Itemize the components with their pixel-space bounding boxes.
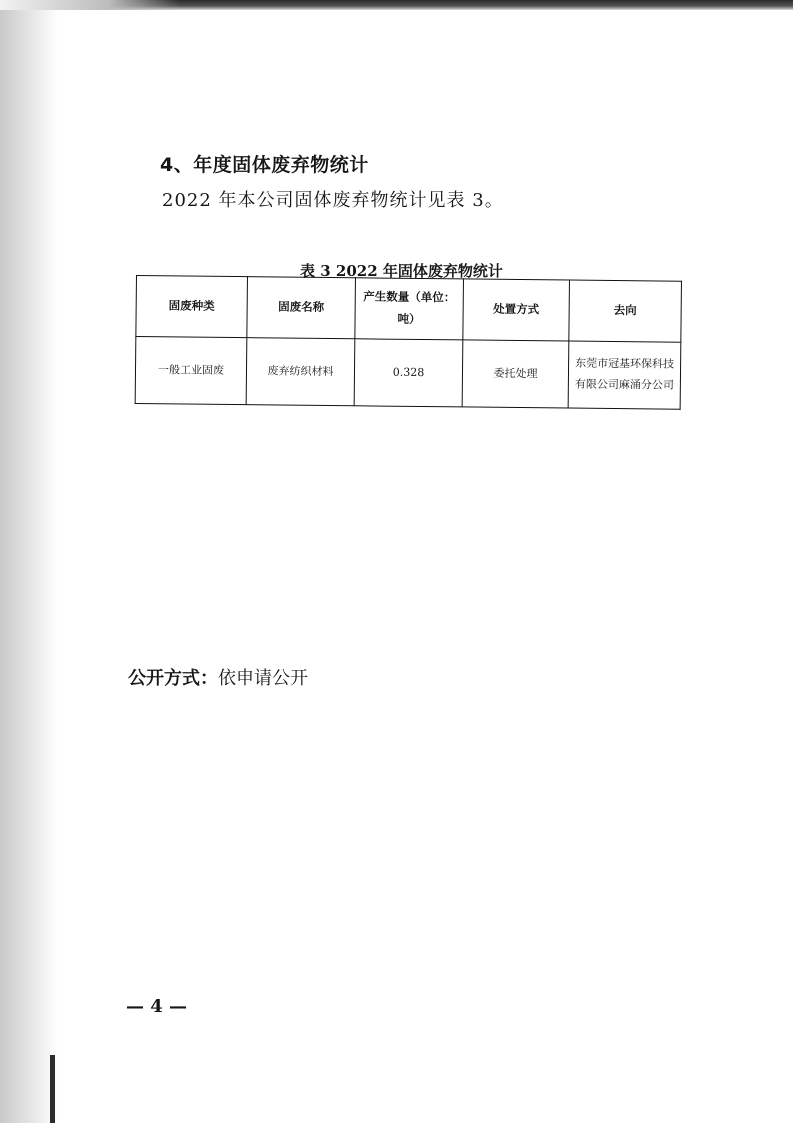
header-destination: 去向: [569, 280, 682, 342]
table-header-row: [136, 276, 682, 343]
section-body-text: 2022 年本公司固体废弃物统计见表 3。: [162, 190, 504, 211]
disclosure-line: [128, 664, 308, 690]
disclosure-label: 公开方式：: [128, 668, 218, 689]
section-heading: 4、年度固体废弃物统计: [160, 154, 369, 176]
cell-waste-name: 废弃纺织材料: [246, 338, 355, 406]
cell-quantity: 0.328: [354, 339, 463, 407]
waste-statistics-table: [135, 275, 682, 410]
scan-edge-left: [0, 0, 58, 1123]
page-number: — 4 —: [126, 996, 188, 1017]
cell-disposal-method: 委托处理: [462, 340, 569, 408]
cell-destination: 东莞市冠基环保科技有限公司麻涌分公司: [568, 341, 681, 409]
scan-edge-top-fade: [0, 0, 180, 10]
table-caption: 表 3 2022 年固体废弃物统计: [300, 262, 503, 280]
header-disposal-method: 处置方式: [463, 279, 570, 341]
header-waste-name: 固废名称: [247, 277, 356, 339]
cell-waste-category: 一般工业固废: [135, 337, 247, 405]
disclosure-value: 依申请公开: [218, 668, 308, 689]
scan-edge-shadow: [50, 1055, 55, 1123]
table-row: [135, 337, 681, 410]
header-waste-category: 固废种类: [136, 276, 248, 338]
header-quantity: 产生数量（单位：吨）: [355, 278, 464, 340]
